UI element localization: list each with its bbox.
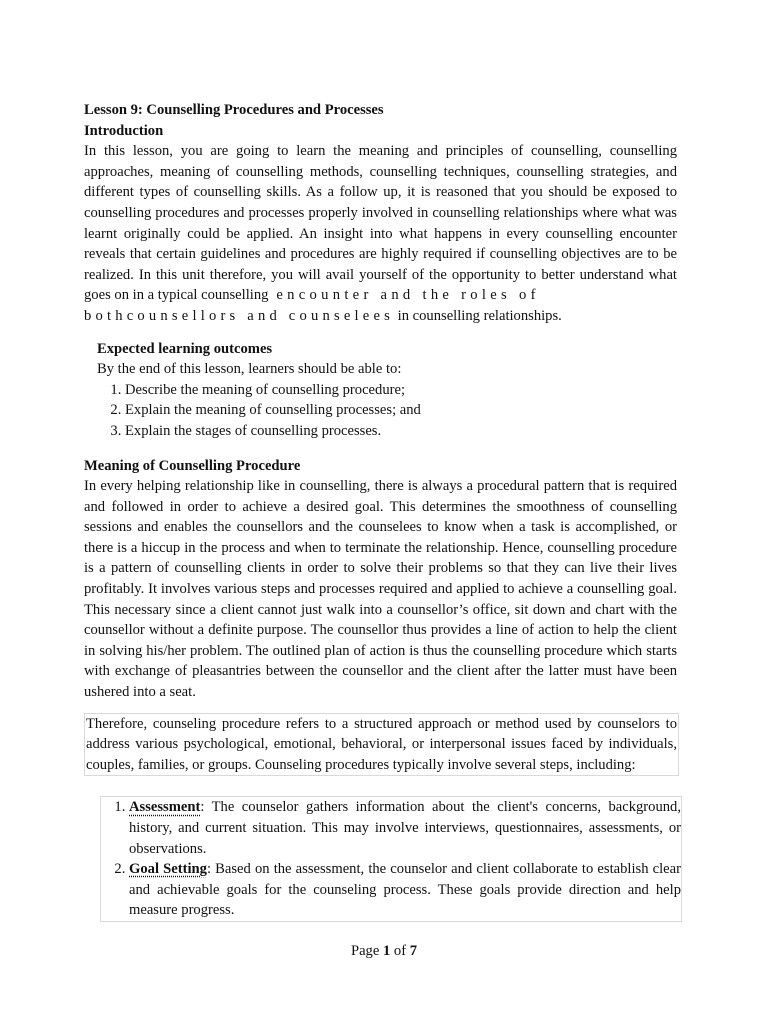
definition-box bbox=[84, 713, 679, 777]
introduction-text-end: in counselling relationships. bbox=[394, 307, 562, 324]
meaning-section bbox=[84, 456, 677, 703]
introduction-paragraph bbox=[84, 141, 677, 326]
page-label: Page bbox=[350, 943, 383, 959]
learning-outcomes-heading: Expected learning outcomes bbox=[97, 340, 273, 357]
step-text: : The counselor gathers information about the client's concerns, background, history, and current situation. This may involve interviews, questionnaires, assessments, or observations. bbox=[129, 799, 681, 857]
step-term: Goal Setting bbox=[129, 861, 207, 878]
learning-outcomes-list bbox=[97, 380, 677, 442]
list-item: 2. Explain the meaning of counselling processes; and bbox=[125, 400, 677, 421]
page-footer bbox=[0, 941, 768, 962]
list-item: 1. Describe the meaning of counselling procedure; bbox=[125, 380, 677, 401]
steps-box bbox=[100, 796, 682, 922]
step-text: : Based on the assessment, the counselor and client collaborate to establish clear and achievable goals for the counseling process. These goals provide direction and help measure progress. bbox=[129, 861, 681, 919]
meaning-heading: Meaning of Counselling Procedure bbox=[84, 457, 301, 474]
definition-text: Therefore, counseling procedure refers to a structured approach or method used by counselors to address various psychological, emotional, behavioral, or interpersonal issues faced by individuals, couples, families, or groups. Counseling procedures typically involve several steps, including: bbox=[86, 715, 677, 773]
learning-outcomes-intro: By the end of this lesson, learners should be able to: bbox=[97, 361, 402, 378]
step-term: Assessment bbox=[129, 799, 201, 816]
list-item bbox=[129, 859, 681, 921]
lesson-title: Lesson 9: Counselling Procedures and Processes bbox=[84, 102, 384, 118]
list-item: 3. Explain the stages of counselling processes. bbox=[125, 421, 677, 442]
page-number-total: 7 bbox=[409, 943, 418, 959]
introduction-text-spaced-2: bothcounsellors and counselees bbox=[84, 307, 394, 324]
introduction-text-spaced-1: encounter and the roles of bbox=[268, 287, 540, 304]
meaning-paragraph: In every helping relationship like in counselling, there is always a procedural pattern that is required and followed in order to achieve a desired goal. This determines the smoothness of counselling sessions and enables the counsellors and the counselees to know when a task is accomplished, or there is a hiccup in the process and when to terminate the relationship. Hence, counselling procedure is a pattern of counselling clients in order to solve their problems so that they can live their lives profitably. It involves various steps and processes required and applied to achieve a counselling goal. This necessary since a client cannot just walk into a counsellor’s office, sit down and chart with the counsellor without a definite purpose. The counsellor thus provides a line of action to help the client in solving his/her problem. The outlined plan of action is thus the counselling procedure which starts with exchange of pleasantries between the counsellor and the client after the latter must have been ushered into a seat. bbox=[84, 478, 677, 701]
page-of-label: of bbox=[390, 943, 410, 959]
steps-list bbox=[101, 797, 681, 921]
introduction-text: In this lesson, you are going to learn the meaning and principles of counselling, counselling approaches, meaning of counselling methods, counselling techniques, counselling strategies, and different types of counselling skills. As a follow up, it is reasoned that you should be exposed to counselling procedures and processes properly involved in counselling relationships where what was learnt originally could be applied. An insight into what happens in every counselling encounter reveals that certain guidelines and procedures are highly required if counselling objectives are to be realized. In this unit therefore, you will avail yourself of the opportunity to better understand what goes on in a typical counselling bbox=[84, 143, 677, 304]
learning-outcomes-section bbox=[97, 339, 677, 442]
document-page bbox=[84, 100, 681, 922]
list-item bbox=[129, 797, 681, 859]
page-number-current: 1 bbox=[382, 943, 391, 959]
introduction-heading: Introduction bbox=[84, 122, 164, 139]
